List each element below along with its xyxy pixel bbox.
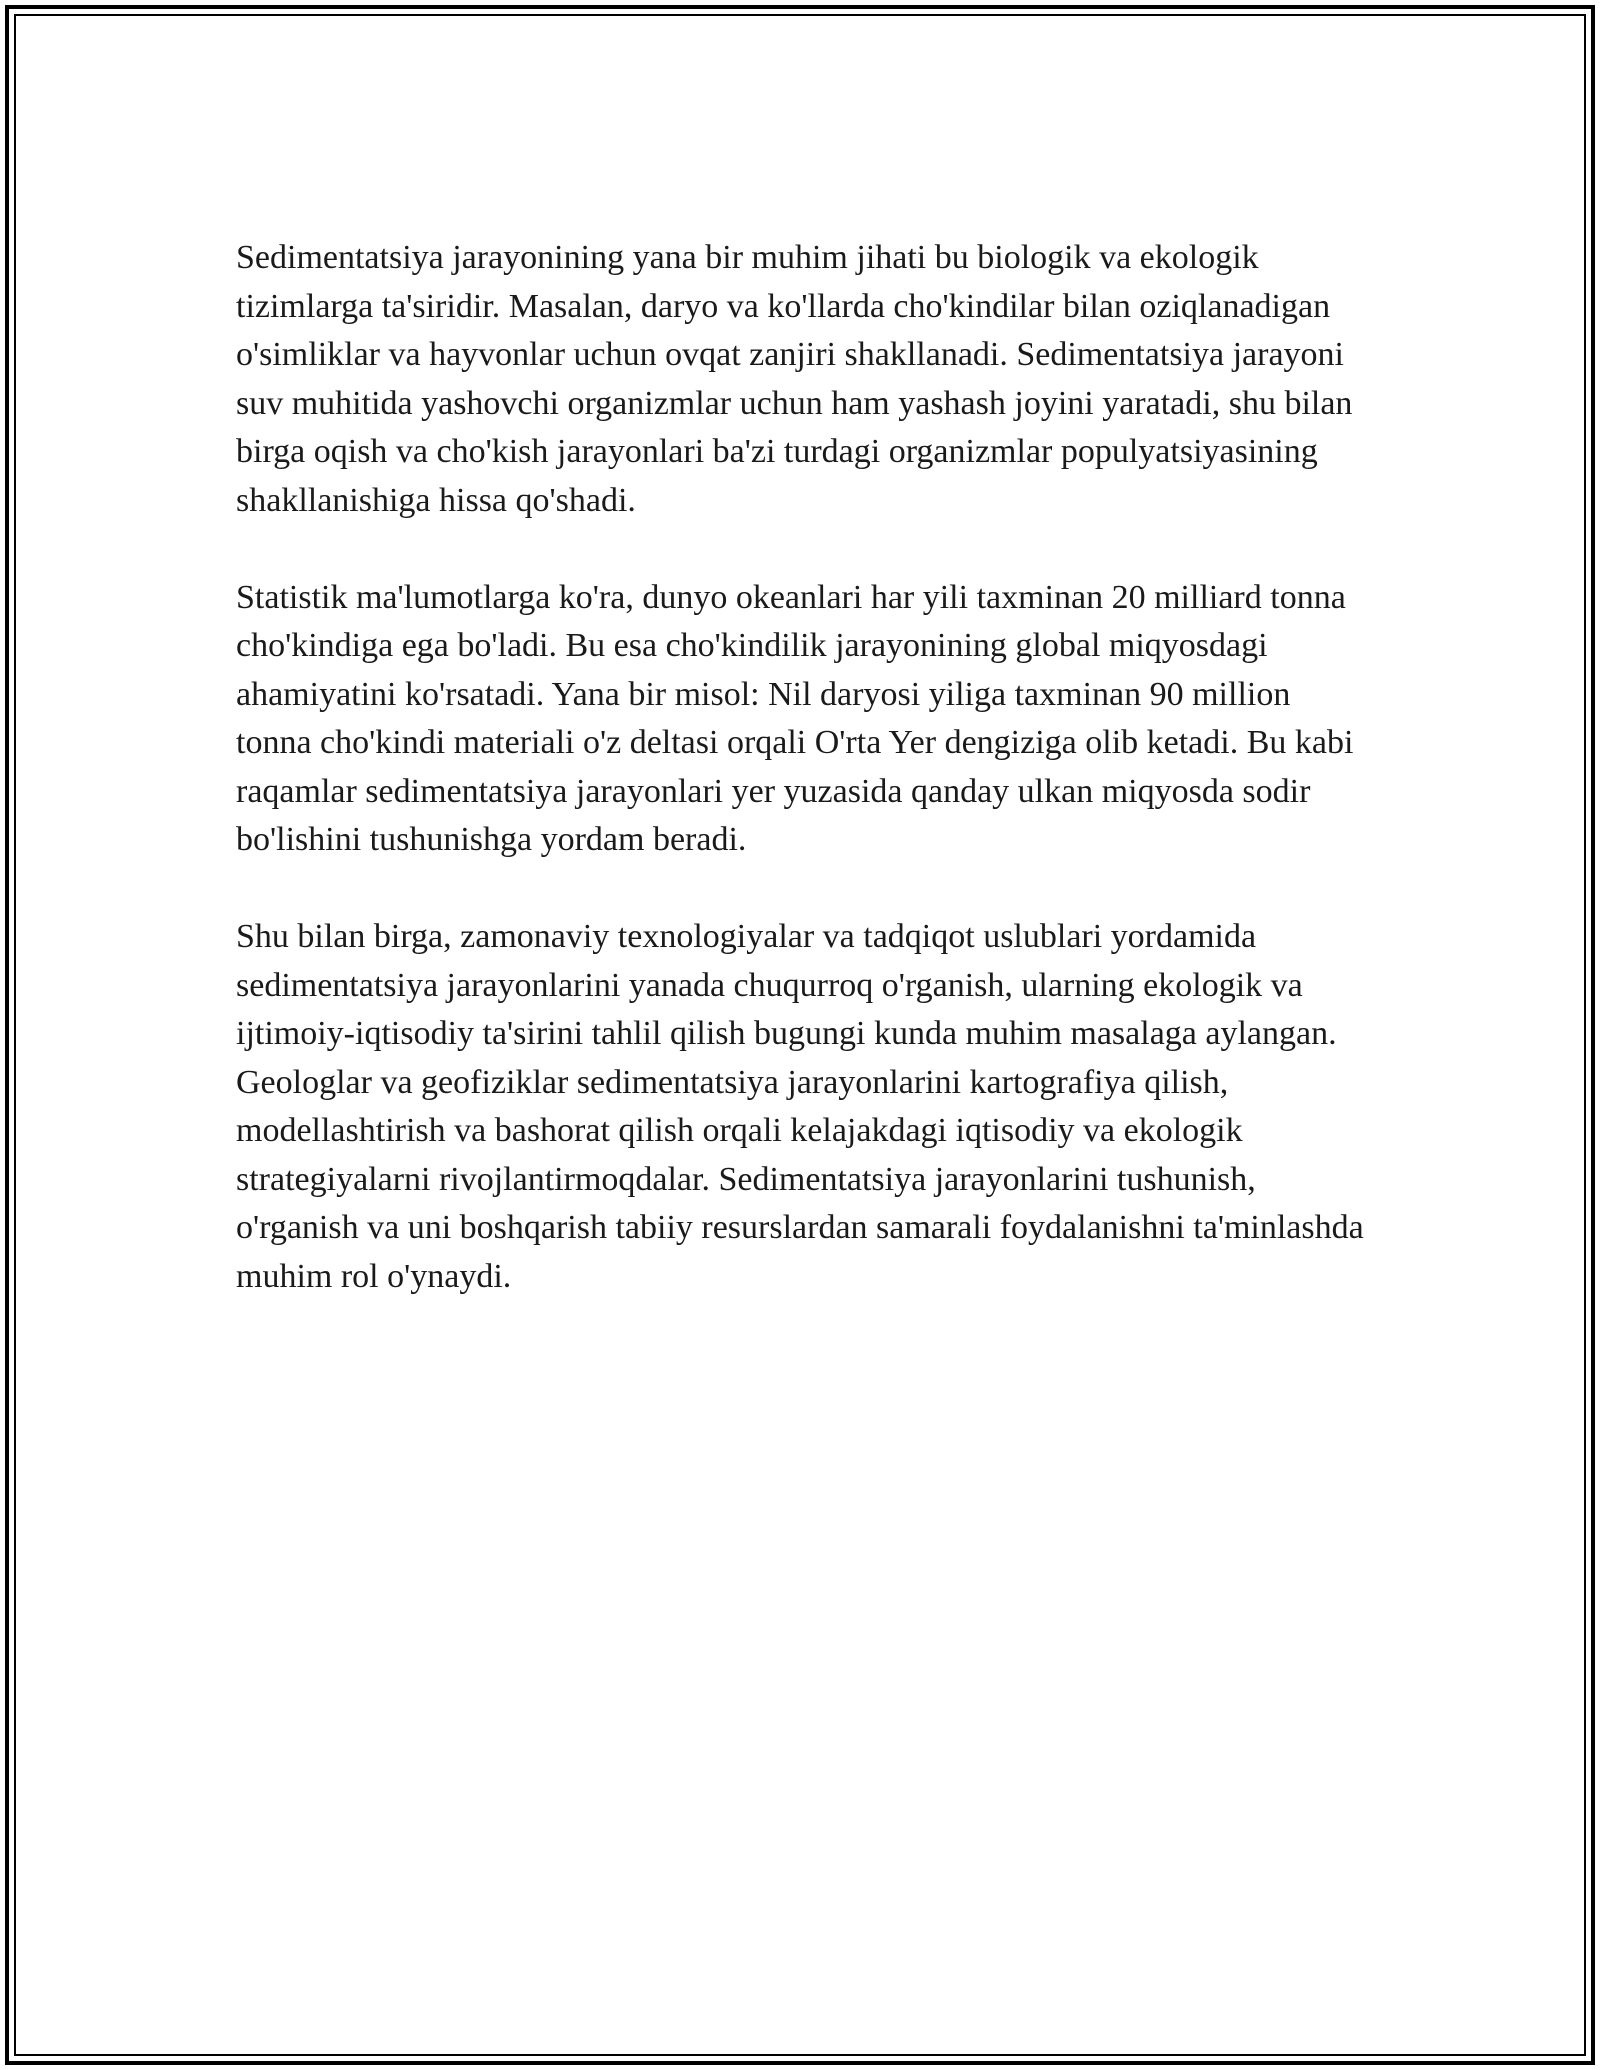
- paragraph-biological-impact: Sedimentatsiya jarayonining yana bir muhim jihati bu biologik va ekologik tizimlarga ta'siridir. Masalan, daryo va ko'llarda cho'kindilar bilan oziqlanadigan o'simliklar va hayvonlar uchun ovqat zanjiri shakllanadi. Sedimentatsiya jarayoni suv muhitida yashovchi organizmlar uchun ham yashash joyini yaratadi, shu bilan birga oqish va cho'kish jarayonlari ba'zi turdagi organizmlar populyatsiyasining shakllanishiga hissa qo'shadi.: [236, 239, 1353, 519]
- paragraph-modern-research: Shu bilan birga, zamonaviy texnologiyalar va tadqiqot uslublari yordamida sedimentatsiya jarayonlarini yanada chuqurroq o'rganish, ularning ekologik va ijtimoiy-iqtisodiy ta'sirini tahlil qilish bugungi kunda muhim masalaga aylangan. Geologlar va geofiziklar sedimentatsiya jarayonlarini kartografiya qilish, modellashtirish va bashorat qilish orqali kelajakdagi iqtisodiy va ekologik strategiyalarni rivojlantirmoqdalar. Sedimentatsiya jarayonlarini tushunish, o'rganish va uni boshqarish tabiiy resurslardan samarali foydalanishni ta'minlashda muhim rol o'ynaydi.: [236, 918, 1364, 1295]
- document-body: [236, 234, 1371, 1350]
- paragraph-statistics: Statistik ma'lumotlarga ko'ra, dunyo okeanlari har yili taxminan 20 milliard tonna cho'kindiga ega bo'ladi. Bu esa cho'kindilik jarayonining global miqyosdagi ahamiyatini ko'rsatadi. Yana bir misol: Nil daryosi yiliga taxminan 90 million tonna cho'kindi materiali o'z deltasi orqali O'rta Yer dengiziga olib ketadi. Bu kabi raqamlar sedimentatsiya jarayonlari yer yuzasida qanday ulkan miqyosda sodir bo'lishini tushunishga yordam beradi.: [236, 578, 1354, 858]
